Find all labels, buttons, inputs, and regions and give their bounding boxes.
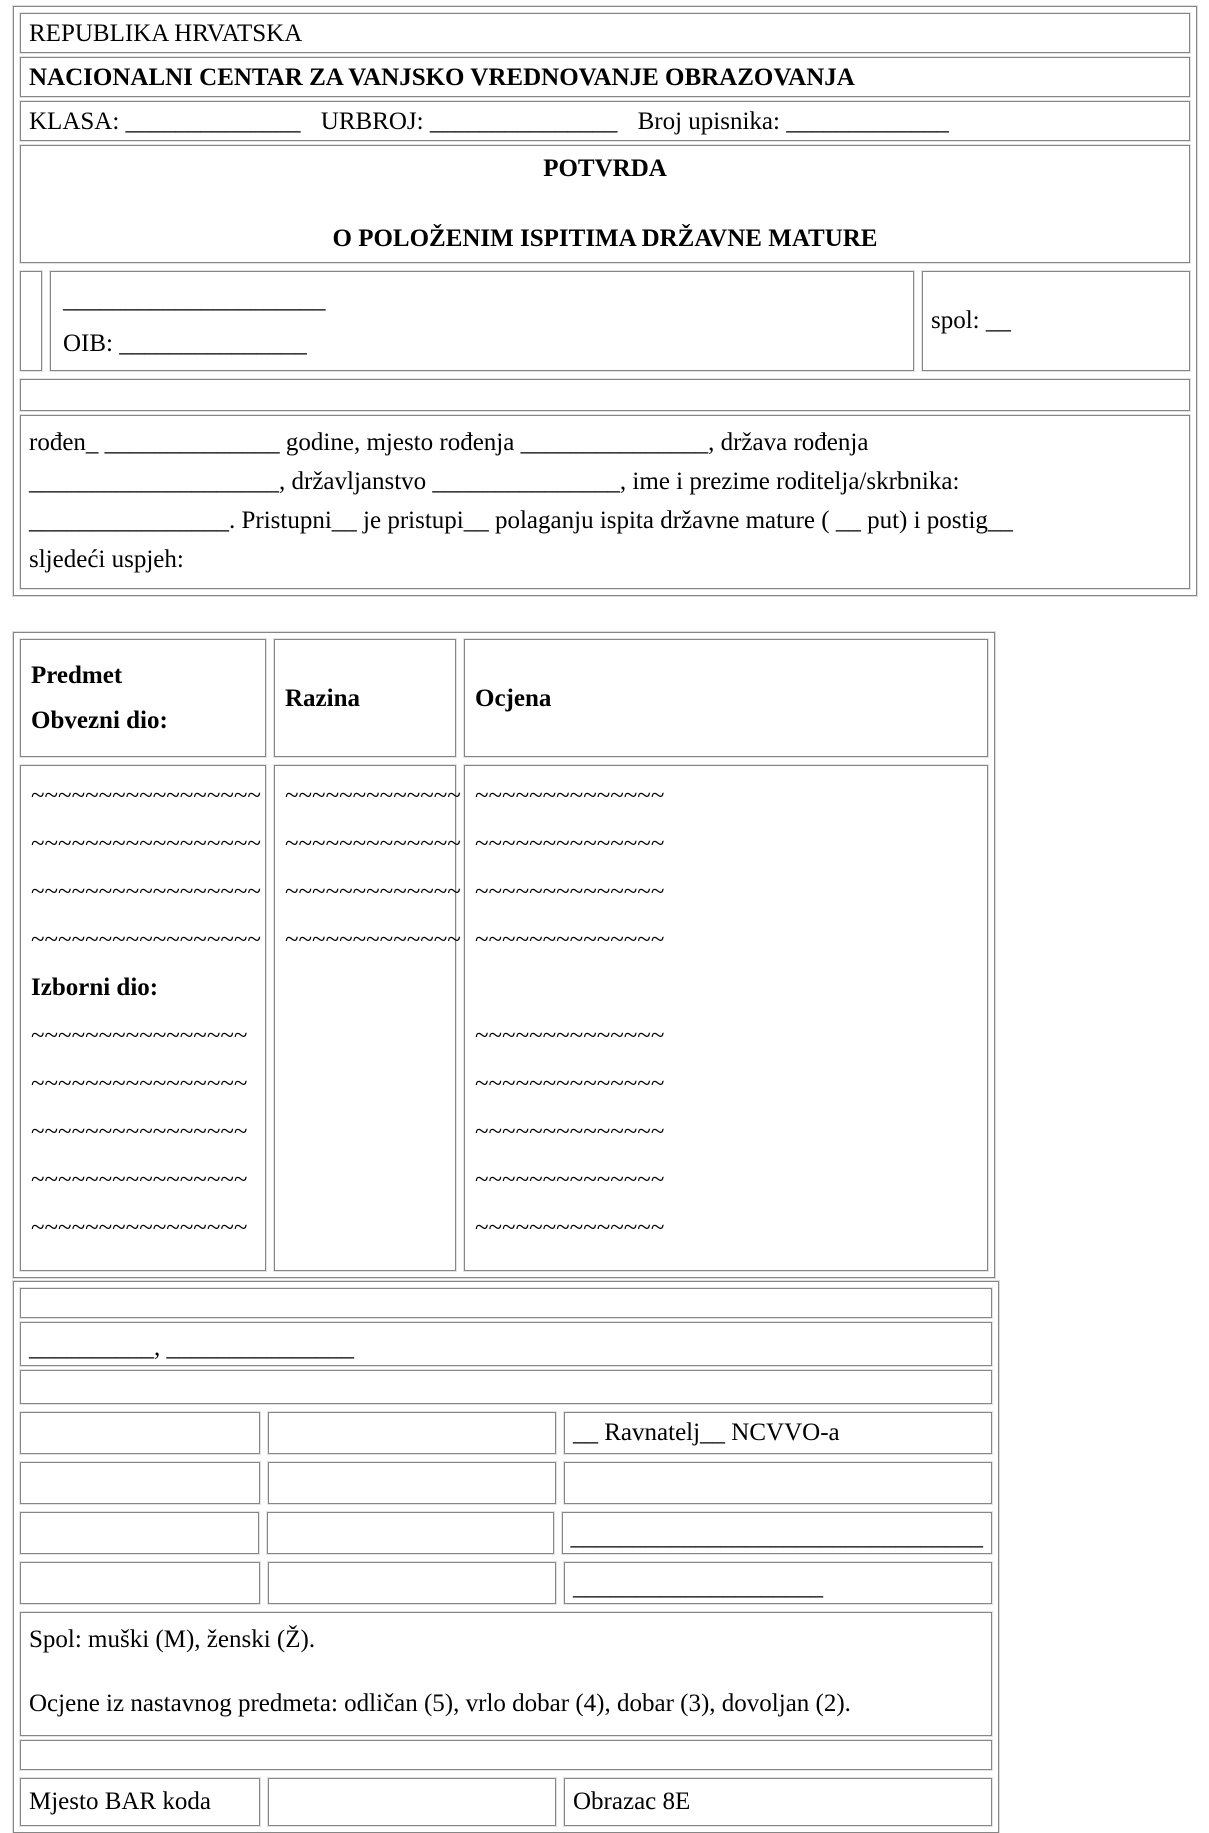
ocjena-placeholder: ~~~~~~~~~~~~~~ [475,1214,665,1241]
signature-line-cell [564,1562,992,1604]
broj-upisnika-field: Broj upisnika: _____________ [637,108,949,135]
signature-cell-empty [20,1562,260,1604]
signature-row-1 [16,1408,996,1458]
predmet-placeholder: ~~~~~~~~~~~~~~~~ [31,1214,248,1241]
signature-cell-empty [20,1412,260,1454]
legend-ocjene: Ocjene iz nastavnog predmeta: odličan (5), vrlo dobar (4), dobar (3), dovoljan (2). [29,1690,851,1717]
signature-cell-empty [20,1512,259,1554]
razina-placeholder: ~~~~~~~~~~~~~ [285,782,461,809]
empty-row [20,1370,992,1404]
ocjena-placeholder: ~~~~~~~~~~~~~~ [475,1070,665,1097]
empty-row [20,379,1190,411]
signature-cell-empty [20,1462,260,1504]
signature-row-2 [16,1458,996,1508]
ocjena-placeholder: ~~~~~~~~~~~~~~ [475,1118,665,1145]
urbroj-field: URBROJ: _______________ [320,108,618,135]
predmet-placeholder: ~~~~~~~~~~~~~~~~~ [31,878,261,905]
ocjena-placeholder: ~~~~~~~~~~~~~~ [475,1166,665,1193]
exam-table-body [16,761,992,1275]
predmet-placeholder: ~~~~~~~~~~~~~~~~~ [31,926,261,953]
exam-table [13,632,995,1278]
header-obvezni: Obvezni dio: [31,707,168,734]
registry-line [20,101,1190,141]
place-date-line: __________, _______________ [20,1322,992,1366]
ocjena-placeholder: ~~~~~~~~~~~~~~ [475,1022,665,1049]
barcode-row [16,1774,996,1830]
legend-box [20,1612,992,1736]
oib-line: OIB: _______________ [63,330,307,357]
razina-column [274,765,461,1271]
intro-line-4: sljedeći uspjeh: [29,546,184,573]
barcode-empty-cell [268,1778,556,1826]
barcode-label: Mjesto BAR koda [29,1788,211,1815]
predmet-column [20,765,266,1271]
signature-cell-empty [268,1462,556,1504]
ocjena-column [464,765,988,1271]
obrazac-label: Obrazac 8E [573,1788,691,1815]
intro-line-2: ____________________, državljanstvo _______________, ime i prezime roditelja/skrbnika: [29,468,960,495]
header-razina: Razina [285,684,360,712]
header-section [13,6,1197,596]
signature-cell-empty [268,1562,556,1604]
header-ocjena: Ocjena [475,684,552,712]
country-title: REPUBLIKA HRVATSKA [20,13,1190,53]
signature-line-cell [562,1512,993,1554]
signature-cell-empty [267,1512,554,1554]
intro-line-3: ________________. Pristupni__ je pristupi__ polaganju ispita državne mature ( __ put) i postig__ [29,507,1013,534]
personal-data-row [16,267,1194,375]
predmet-placeholder: ~~~~~~~~~~~~~~~~ [31,1166,248,1193]
intro-line-1: rođen_ ______________ godine, mjesto rođenja _______________, država rođenja [29,429,869,456]
ravnatelj-line: __ Ravnatelj__ NCVVO-a [573,1419,840,1446]
empty-row [20,1288,992,1318]
ocjena-placeholder: ~~~~~~~~~~~~~~ [475,926,665,953]
ocjena-blank-line [475,964,977,1012]
predmet-placeholder: ~~~~~~~~~~~~~~~~ [31,1118,248,1145]
spol-cell [922,271,1190,371]
razina-placeholder: ~~~~~~~~~~~~~ [285,926,461,953]
signature-row-4 [16,1558,996,1608]
signature-cell-empty [564,1462,992,1504]
document-title [20,145,1190,263]
ravnatelj-cell [564,1412,992,1454]
exam-table-header [16,635,992,761]
predmet-placeholder: ~~~~~~~~~~~~~~~~ [31,1070,248,1097]
predmet-placeholder: ~~~~~~~~~~~~~~~~~ [31,782,261,809]
title-potvrda: POTVRDA [543,155,667,182]
empty-row [20,1740,992,1770]
signature-cell-empty [268,1412,556,1454]
razina-placeholder: ~~~~~~~~~~~~~ [285,830,461,857]
header-predmet: Predmet [31,662,123,689]
header-predmet-cell [20,639,266,757]
name-oib-cell [50,271,914,371]
barcode-label-cell [20,1778,260,1826]
klasa-field: KLASA: ______________ [29,108,301,135]
title-spacer [29,186,1181,222]
header-ocjena-cell [464,639,988,757]
predmet-placeholder: ~~~~~~~~~~~~~~~~~ [31,830,261,857]
izborni-label: Izborni dio: [31,974,159,1001]
spol-line: spol: __ [931,307,1011,334]
institution-title: NACIONALNI CENTAR ZA VANJSKO VREDNOVANJE OBRAZOVANJA [20,57,1190,97]
signature-line-short: ____________________ [573,1573,823,1600]
legend-spol: Spol: muški (M), ženski (Ž). [29,1626,316,1653]
predmet-placeholder: ~~~~~~~~~~~~~~~~ [31,1022,248,1049]
name-blank-line: _____________________ [63,286,326,313]
ocjena-placeholder: ~~~~~~~~~~~~~~ [475,782,665,809]
ocjena-placeholder: ~~~~~~~~~~~~~~ [475,830,665,857]
intro-paragraph [20,415,1190,589]
narrow-spacer-cell [20,271,42,371]
title-subject: O POLOŽENIM ISPITIMA DRŽAVNE MATURE [332,225,878,252]
signature-line-long: _________________________________ [570,1523,983,1550]
footer-section [13,1281,999,1833]
signature-row-3 [16,1508,996,1558]
razina-placeholder: ~~~~~~~~~~~~~ [285,878,461,905]
ocjena-placeholder: ~~~~~~~~~~~~~~ [475,878,665,905]
obrazac-cell [564,1778,992,1826]
header-razina-cell [274,639,456,757]
